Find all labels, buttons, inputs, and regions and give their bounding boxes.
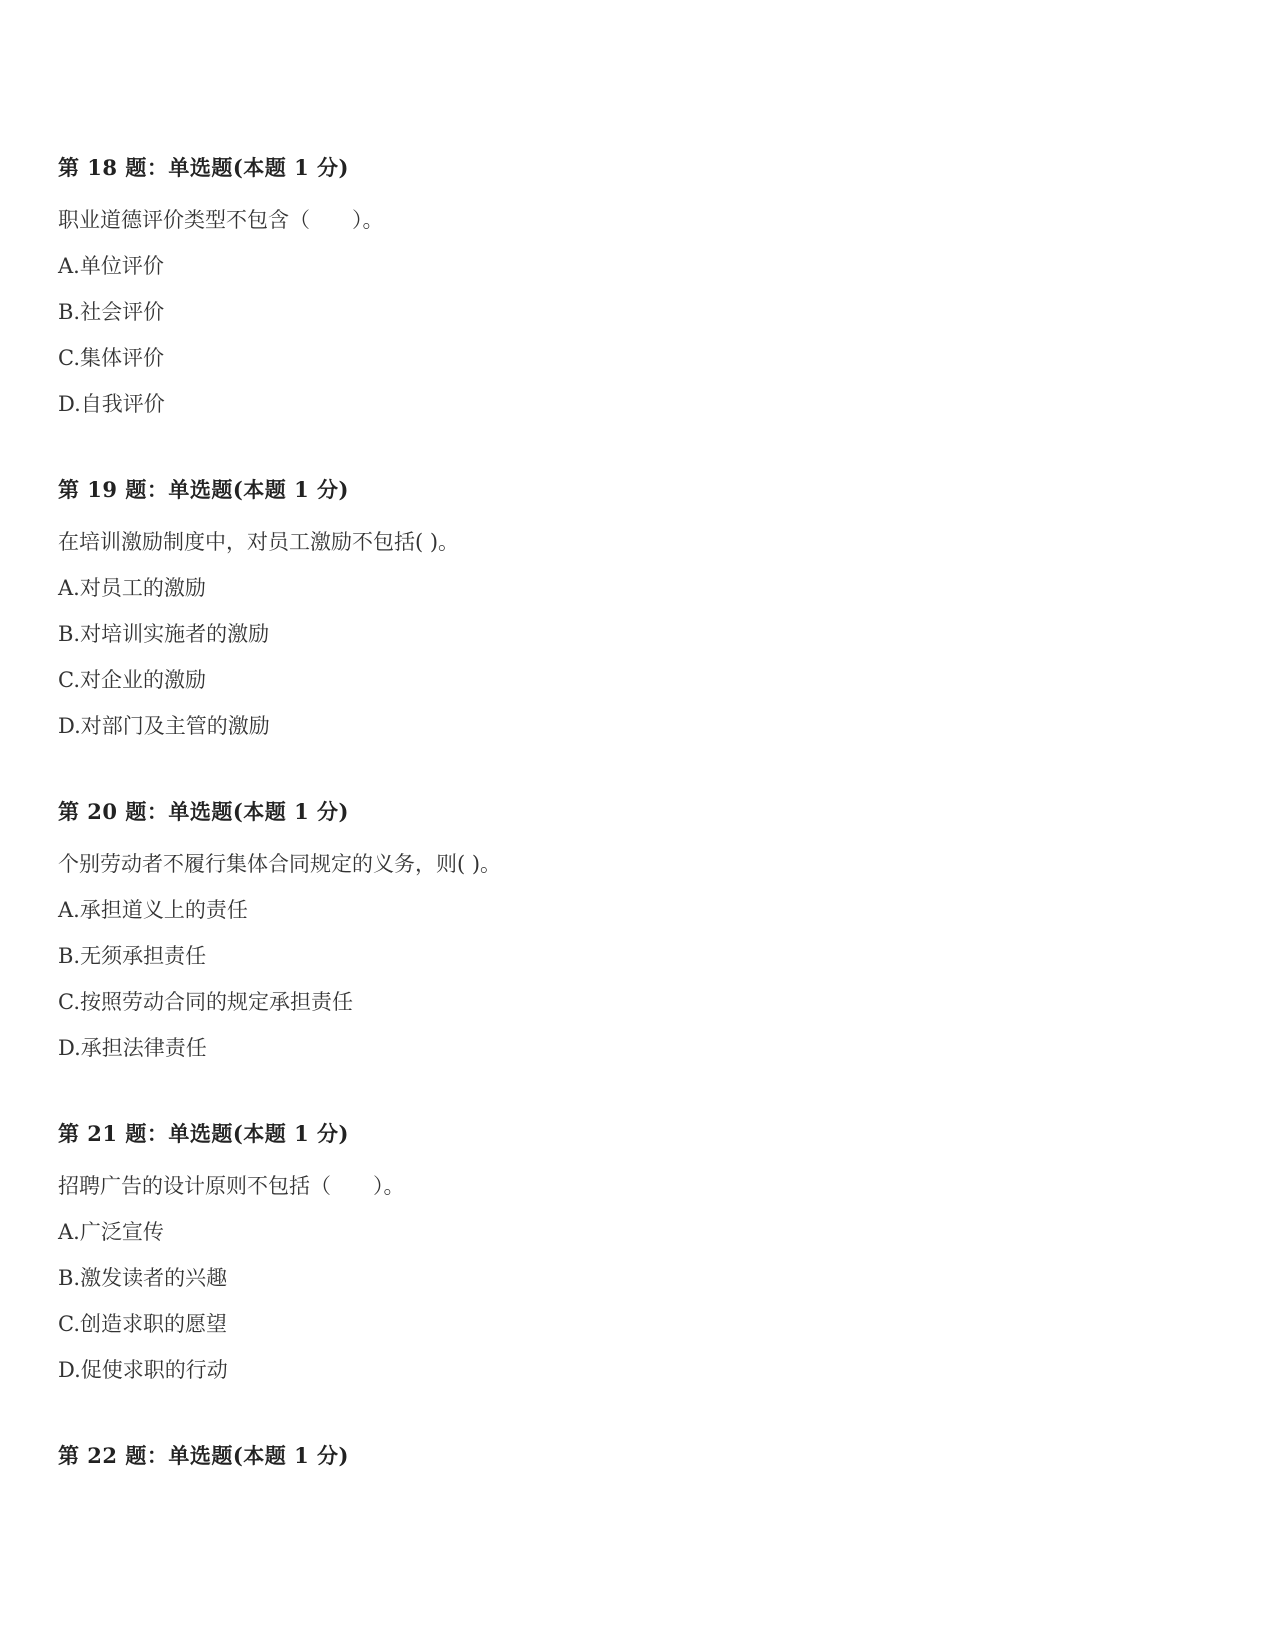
question-stem: 个别劳动者不履行集体合同规定的义务，则( )。 [58,852,502,876]
option-d[interactable]: D.对部门及主管的激励 [58,714,270,738]
question-header: 第 18 题：单选题(本题 1 分) [58,155,349,180]
question-18 [58,153,1218,419]
question-header: 第 19 题：单选题(本题 1 分) [58,477,349,502]
question-header: 第 22 题：单选题(本题 1 分) [58,1443,349,1468]
option-a[interactable]: A.承担道义上的责任 [58,898,248,922]
option-c[interactable]: C.创造求职的愿望 [58,1312,227,1336]
question-stem: 招聘广告的设计原则不包括（ ）。 [58,1174,405,1198]
option-d[interactable]: D.自我评价 [58,392,165,416]
question-22 [58,1441,1218,1471]
question-header: 第 20 题：单选题(本题 1 分) [58,799,349,824]
option-b[interactable]: B.社会评价 [58,300,165,324]
option-c[interactable]: C.对企业的激励 [58,668,206,692]
option-a[interactable]: A.广泛宣传 [58,1220,164,1244]
question-header: 第 21 题：单选题(本题 1 分) [58,1121,349,1146]
option-d[interactable]: D.促使求职的行动 [58,1358,228,1382]
exam-page [58,153,1218,1527]
question-stem: 职业道德评价类型不包含（ ）。 [58,208,384,232]
option-b[interactable]: B.对培训实施者的激励 [58,622,270,646]
option-d[interactable]: D.承担法律责任 [58,1036,207,1060]
question-stem: 在培训激励制度中，对员工激励不包括( )。 [58,530,460,554]
option-b[interactable]: B.激发读者的兴趣 [58,1266,228,1290]
option-a[interactable]: A.对员工的激励 [58,576,206,600]
question-21 [58,1119,1218,1385]
question-20 [58,797,1218,1063]
option-b[interactable]: B.无须承担责任 [58,944,207,968]
option-c[interactable]: C.按照劳动合同的规定承担责任 [58,990,353,1014]
option-a[interactable]: A.单位评价 [58,254,164,278]
question-19 [58,475,1218,741]
option-c[interactable]: C.集体评价 [58,346,164,370]
